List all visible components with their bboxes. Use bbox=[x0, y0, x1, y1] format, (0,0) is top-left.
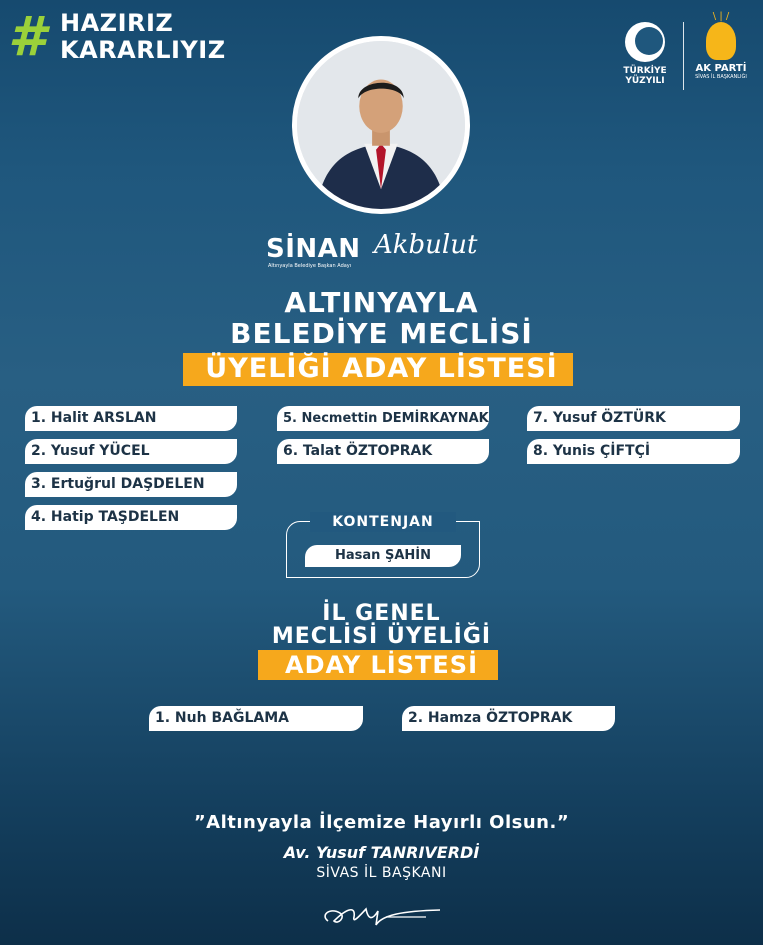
slogan-line-2: KARARLIYIZ bbox=[60, 36, 226, 64]
turkiye-logo-line2: YÜZYILI bbox=[625, 76, 665, 86]
light-bulb-icon bbox=[706, 22, 736, 60]
provincial-title-line-3: ADAY LİSTESİ bbox=[285, 651, 478, 679]
provincial-member-1: 1. Nuh BAĞLAMA bbox=[149, 706, 363, 731]
closing-quote: ”Altınyayla İlçemize Hayırlı Olsun.” bbox=[193, 812, 570, 833]
hashtag-symbol: # bbox=[8, 5, 46, 68]
candidate-last-name: Akbulut bbox=[374, 230, 478, 260]
title-line-2: BELEDİYE MECLİSİ bbox=[230, 317, 533, 350]
provincial-title-line-1: İL GENEL bbox=[322, 601, 441, 626]
party-sub: SİVAS İL BAŞKANLIĞI bbox=[695, 74, 747, 80]
ak-parti-logo bbox=[690, 12, 752, 80]
candidate-first-name: SİNAN bbox=[266, 234, 361, 264]
council-member-7: 7. Yusuf ÖZTÜRK bbox=[527, 406, 740, 431]
handwritten-signature bbox=[316, 895, 446, 935]
slogan-line-1: HAZIRIZ bbox=[60, 9, 174, 37]
signer-name: Av. Yusuf TANRIVERDİ bbox=[283, 843, 480, 862]
turkiye-yuzyili-logo bbox=[615, 22, 675, 86]
turkiye-logo-line1: TÜRKİYE bbox=[623, 66, 667, 76]
council-member-1: 1. Halit ARSLAN bbox=[25, 406, 237, 431]
council-member-3: 3. Ertuğrul DAŞDELEN bbox=[25, 472, 237, 497]
candidate-subtitle: Altınyayla Belediye Başkan Adayı bbox=[268, 263, 352, 269]
kontenjan-member: Hasan ŞAHİN bbox=[305, 545, 461, 567]
title-line-3: ÜYELİĞİ ADAY LİSTESİ bbox=[205, 353, 558, 384]
logo-divider bbox=[683, 22, 684, 90]
bulb-rays-icon: \ | / bbox=[712, 11, 730, 22]
council-member-2: 2. Yusuf YÜCEL bbox=[25, 439, 237, 464]
title-line-1: ALTINYAYLA bbox=[284, 286, 479, 319]
campaign-slogan bbox=[60, 10, 226, 64]
council-member-4: 4. Hatip TAŞDELEN bbox=[25, 505, 237, 530]
council-member-8: 8. Yunis ÇİFTÇİ bbox=[527, 439, 740, 464]
provincial-title-line-2: MECLİSİ ÜYELİĞİ bbox=[271, 624, 492, 649]
council-member-6: 6. Talat ÖZTOPRAK bbox=[277, 439, 489, 464]
crescent-icon bbox=[625, 22, 665, 62]
provincial-member-2: 2. Hamza ÖZTOPRAK bbox=[402, 706, 615, 731]
title-line-3-wrap bbox=[0, 352, 763, 386]
candidate-name-block bbox=[266, 230, 486, 274]
candidate-photo bbox=[292, 36, 470, 214]
council-member-5: 5. Necmettin DEMİRKAYNAK bbox=[277, 406, 489, 431]
party-name: AK PARTİ bbox=[695, 63, 747, 74]
kontenjan-label: KONTENJAN bbox=[332, 514, 434, 530]
signer-title: SİVAS İL BAŞKANI bbox=[316, 865, 447, 881]
